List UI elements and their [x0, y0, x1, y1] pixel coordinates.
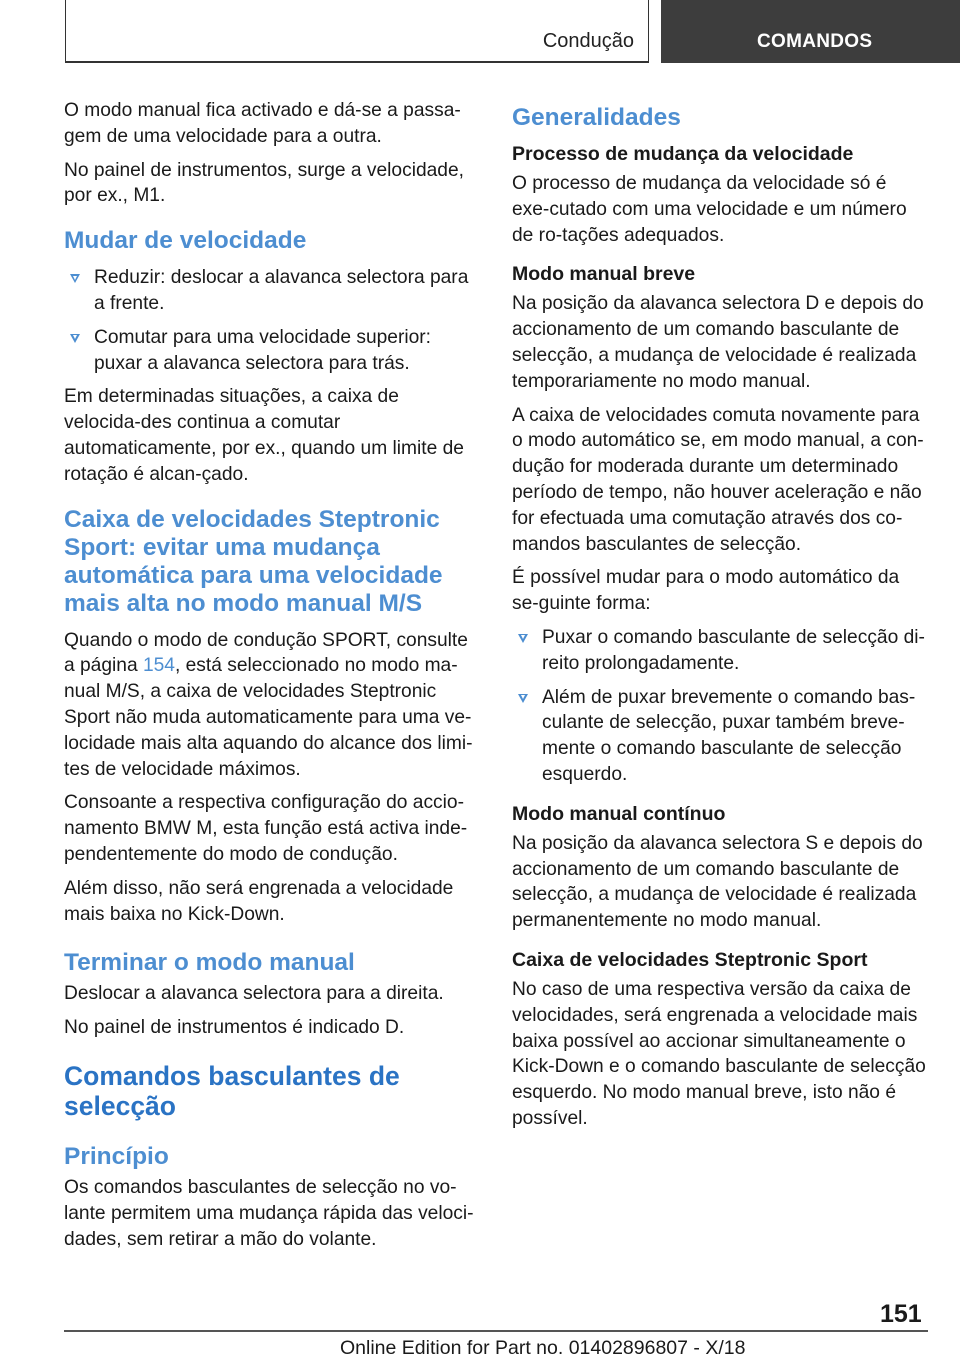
- steptronic-sport-paragraph: No caso de uma respectiva versão da caixa de velocidades, será engrenada a velocidade mais baixa possível ao accionar simultaneamente o Kick-Down e o comando basculante de selecção esquerdo. No modo manual breve, isto não é possível.: [512, 978, 926, 1129]
- header-section-tab: [65, 0, 649, 63]
- intro-paragraph-1: O modo manual fica activado e dá-se a passa-gem de uma velocidade para a outra.: [64, 100, 461, 147]
- intro-paragraph-2: No painel de instrumentos, surge a velocidade, por ex., M1.: [64, 159, 464, 207]
- page-header: [0, 0, 960, 66]
- continuo-paragraph: Na posição da alavanca selectora S e depois do accionamento de um comando basculante de selecção, a mudança de velocidade é realizada permanentemente no modo manual.: [512, 832, 923, 932]
- triangle-bullet-icon: [518, 694, 528, 703]
- caixa-steptronic-paragraph-3: Além disso, não será engrenada a velocidade mais baixa no Kick-Down.: [64, 877, 454, 925]
- triangle-bullet-icon: [70, 274, 80, 283]
- list-item: Reduzir: deslocar a alavanca selectora para a frente.: [64, 265, 479, 317]
- list-item: Puxar o comando basculante de selecção di-reito prolongadamente.: [512, 625, 927, 677]
- breve-paragraph-3: É possível mudar para o modo automático da se-guinte forma:: [512, 567, 900, 615]
- right-column: [512, 98, 927, 1140]
- list-item: Além de puxar brevemente o comando bas-culante de selecção, puxar também breve-mente o comando basculante de selecção esquerdo.: [512, 685, 927, 788]
- modo-manual-continuo-heading: Modo manual contínuo: [512, 802, 726, 825]
- modo-manual-breve-heading: Modo manual breve: [512, 263, 696, 286]
- footer-edition-text: Online Edition for Part no. 01402896807 - X/18: [340, 1337, 746, 1359]
- steptronic-sport-heading: Caixa de velocidades Steptronic Sport: [512, 948, 868, 971]
- triangle-bullet-icon: [518, 634, 528, 643]
- terminar-paragraph-2: No painel de instrumentos é indicado D.: [64, 1017, 405, 1039]
- mudar-velocidade-list: [64, 265, 479, 376]
- header-chapter-label: COMANDOS: [757, 31, 873, 52]
- caixa-steptronic-heading: Caixa de velocidades Steptronic Sport: evitar uma mudança automática para uma velocidade mais alta no modo manual M/S: [64, 505, 443, 617]
- triangle-bullet-icon: [70, 334, 80, 343]
- terminar-modo-manual-heading: Terminar o modo manual: [64, 949, 355, 977]
- processo-paragraph: O processo de mudança da velocidade só é exe-cutado com uma velocidade e um número de ro-tações adequados.: [512, 173, 907, 246]
- generalidades-heading: Generalidades: [512, 104, 681, 131]
- principio-heading: Princípio: [64, 1142, 169, 1170]
- mudar-velocidade-heading: Mudar de velocidade: [64, 227, 307, 255]
- list-item: Comutar para uma velocidade superior: puxar a alavanca selectora para trás.: [64, 325, 479, 377]
- breve-paragraph-2: A caixa de velocidades comuta novamente para o modo automático se, em modo manual, a con-dução for moderada durante um determinado período de tempo, não houver aceleração e não for efectuada uma comutação através dos co-mandos basculantes de selecção.: [512, 404, 924, 555]
- page-reference-link[interactable]: 154: [142, 655, 175, 677]
- comandos-basculantes-heading: Comandos basculantes de selecção: [64, 1060, 400, 1121]
- breve-list: [512, 625, 927, 788]
- breve-paragraph-1: Na posição da alavanca selectora D e depois do accionamento de um comando basculante de selecção, a mudança de velocidade é realizada temporariamente no modo manual.: [512, 293, 924, 392]
- footer-divider: [64, 1330, 928, 1332]
- terminar-paragraph-1: Deslocar a alavanca selectora para a direita.: [64, 983, 444, 1005]
- header-chapter-tab: [661, 0, 960, 63]
- principio-paragraph: Os comandos basculantes de selecção no vo-lante permitem uma mudança rápida das veloci-dades, sem retirar a mão do volante.: [64, 1176, 474, 1250]
- processo-heading: Processo de mudança da velocidade: [512, 143, 854, 165]
- page-number: 151: [880, 1300, 922, 1328]
- left-column: [64, 98, 479, 1260]
- header-section-label: Condução: [542, 30, 634, 52]
- caixa-steptronic-paragraph-2: Consoante a respectiva configuração do accio-namento BMW M, esta função está activa inde-pendentemente do modo de condução.: [64, 792, 468, 865]
- caixa-steptronic-paragraph-1: Quando o modo de condução SPORT, consulte a página 154, está seleccionado no modo ma-nual M/S, a caixa de velocidades Steptronic Sport não muda automaticamente para uma ve-locidade mais alta aquando do alcance dos limi-tes de velocidade máximos.: [64, 629, 473, 780]
- mudar-velocidade-paragraph: Em determinadas situações, a caixa de velocida-des continua a comutar automaticamente, por ex., quando um limite de rotação é alcan-çado.: [64, 386, 464, 485]
